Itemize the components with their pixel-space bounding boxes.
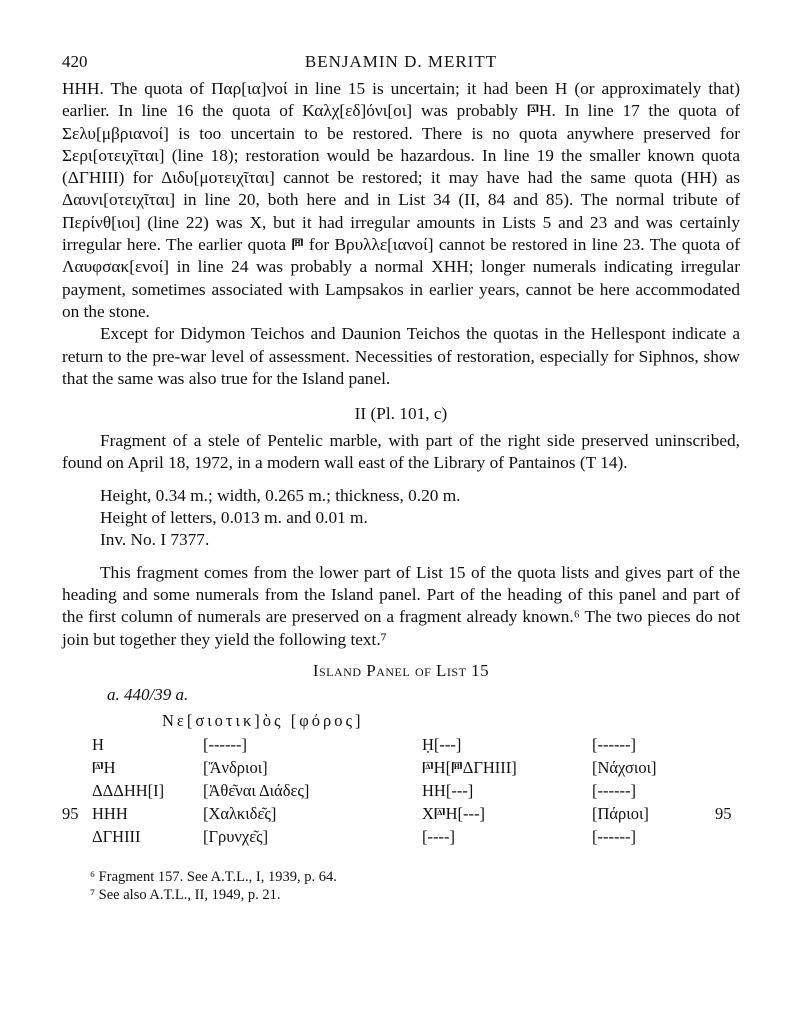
specs-block (100, 485, 740, 552)
table-cell: [------] (592, 780, 636, 800)
table-cell: [Νάχσιοι] (592, 757, 657, 777)
spec-letter-height: Height of letters, 0.013 m. and 0.01 m. (100, 508, 368, 528)
table-cell: [Ἄνδριοι] (203, 757, 268, 777)
table-cell: [Γρυνχε͂ς] (203, 826, 269, 846)
page-header (62, 52, 740, 78)
table-cell: 𐅄H[𐅅ΔΓΗΙΙΙ] (422, 757, 517, 777)
table-row (62, 758, 740, 780)
footnote-6: ⁶ Fragment 157. See A.T.L., I, 1939, p. 64. (90, 868, 337, 885)
table-row (62, 804, 740, 826)
table-cell: [------] (203, 734, 247, 754)
table-cell: 95 (62, 803, 79, 823)
table-cell: HHH (92, 803, 128, 823)
quota-table (62, 711, 740, 856)
table-heading: Νε[σιοτικ]ὸς [φόρος] (162, 710, 364, 730)
running-head: BENJAMIN D. MERITT (304, 52, 498, 71)
table-cell: ΔΓΗΙΙΙ (92, 826, 141, 846)
table-cell: Ḥ[---] (422, 734, 462, 754)
table-row (62, 781, 740, 803)
table-date: a. 440/39 a. (107, 684, 189, 704)
table-row (62, 827, 740, 849)
fragment-commentary: This fragment comes from the lower part of List 15 of the quota lists and gives part of the heading and some numerals from the Island panel. Part of the heading of this panel and part of the first column of numerals are preserved on a fragment already known.⁶ The two pieces do not join but together they yield the following text.⁷ (62, 562, 740, 649)
spec-dimensions: Height, 0.34 m.; width, 0.265 m.; thickness, 0.20 m. (100, 485, 461, 505)
footnotes (90, 868, 740, 904)
paragraph-1: HHH. The quota of Παρ[ια]νοί in line 15 is uncertain; it had been H (or approximately that) earlier. In line 16 the quota of Καλχ[εδ]όνι[οι] was probably 𐅄H. In line 17 the quota of Σελυ[μβριανοί] is too uncertain to be restored. There is no quota anywhere preserved for Σερι[οτειχῖται] (line 18); restoration would be hazardous. In line 19 the smaller known quota (ΔΓΗΙΙΙ) for Διδυ[μοτειχῖται] cannot be restored; it may have had the same quota (HH) as Δαυνι[οτειχῖται] in line 20, both here and in List 34 (II, 84 and 85). The normal tribute of Περίνθ[ιοι] (line 22) was X, but it had irregular amounts in Lists 5 and 23 and was certainly irregular here. The earlier quota 𐅅 for Βρυλλε[ιανοί] cannot be restored in line 23. The quota of Λαυφσακ[ενοί] in line 24 was probably a normal XHH; longer numerals indicating irregular payment, sometimes associated with Lampsakos in earlier years, cannot be here accommodated on the stone. (62, 79, 740, 321)
table-cell: X𐅄H[---] (422, 803, 485, 823)
page (62, 52, 740, 904)
page-number: 420 (62, 52, 88, 71)
table-cell: [------] (592, 826, 636, 846)
table-cell: 95 (715, 803, 732, 823)
table-cell: [Χαλκιδε͂ς] (203, 803, 277, 823)
table-title: Island Panel of List 15 (312, 660, 490, 680)
table-row (62, 735, 740, 757)
table-cell: [Ἀθε͂ναι Διάδες] (203, 780, 310, 800)
body-text (62, 78, 740, 904)
section-heading: II (Pl. 101, c) (354, 404, 448, 424)
table-cell: [----] (422, 826, 455, 846)
table-cell: [Πάριοι] (592, 803, 649, 823)
spec-inventory: Inv. No. I 7377. (100, 530, 210, 550)
table-cell: H (92, 734, 104, 754)
paragraph-2: Except for Didymon Teichos and Daunion Teichos the quotas in the Hellespont indicate a return to the pre-war level of assessment. Necessities of restoration, especially for Siphnos, show that the same was also true for the Island panel. (62, 324, 740, 388)
table-cell: HH[---] (422, 780, 474, 800)
table-cell: [------] (592, 734, 636, 754)
footnote-7: ⁷ See also A.T.L., II, 1949, p. 21. (90, 886, 281, 903)
fragment-description: Fragment of a stele of Pentelic marble, with part of the right side preserved uninscribed, found on April 18, 1972, in a modern wall east of the Library of Pantainos (T 14). (62, 431, 740, 473)
table-cell: 𐅄H (92, 757, 116, 777)
table-cell: ΔΔΔΗΗ[Ι] (92, 780, 165, 800)
